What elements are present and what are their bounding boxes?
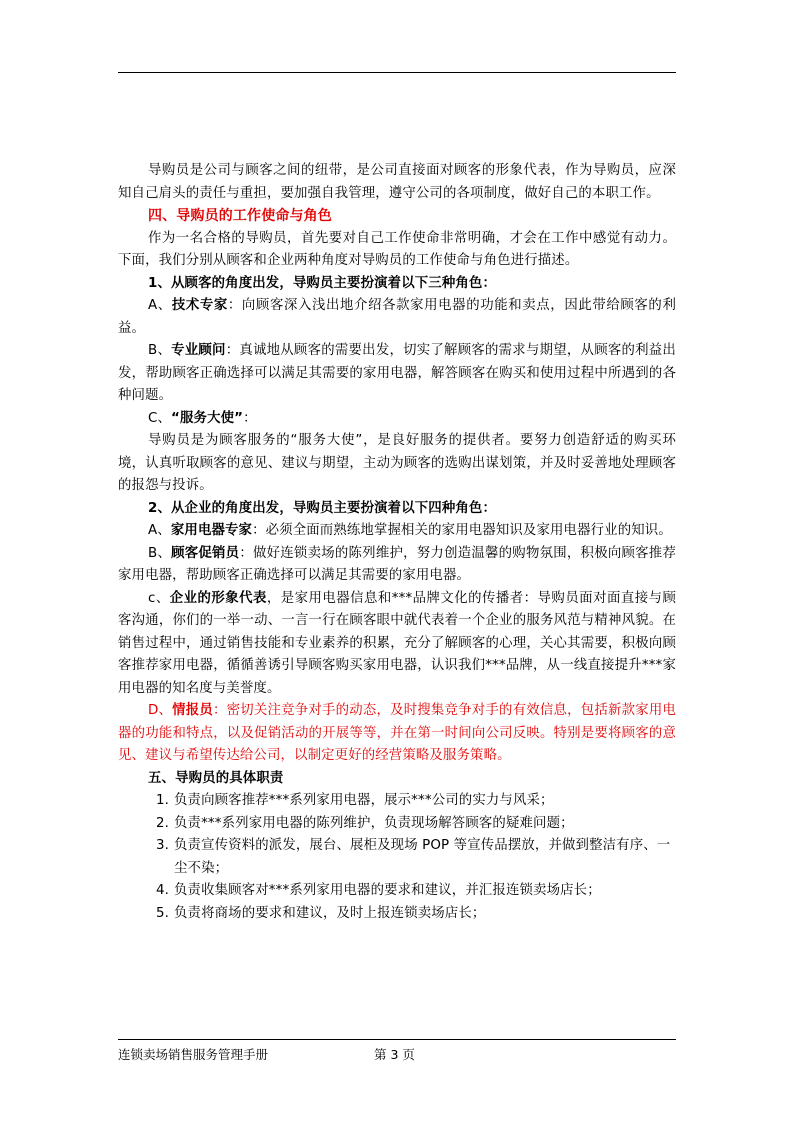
list-text: 负责向顾客推荐***系列家用电器，展示***公司的实力与风采； — [174, 793, 554, 808]
list-item — [118, 880, 676, 903]
role-title: 情报员 — [172, 703, 214, 718]
list-number: 4. — [156, 883, 170, 898]
role-prefix: A、 — [148, 523, 171, 538]
role-title-suffix: ： — [243, 410, 257, 426]
footer-rule — [118, 1039, 676, 1040]
list-text: 负责***系列家用电器的陈列维护，负责现场解答顾客的疑难问题； — [174, 815, 574, 831]
role-title: 家用电器专家 — [170, 523, 253, 538]
section-4-intro: 作为一名合格的导购员，首先要对自己工作使命非常明确，才会在工作中感觉有动力。下面，我们分别从顾客和企业两种角度对导购员的工作使命与角色进行描述。 — [118, 230, 676, 268]
list-item — [118, 903, 676, 926]
customer-roles-heading: 1、从顾客的角度出发，导购员主要扮演着以下三种角色： — [148, 275, 496, 291]
role-service-ambassador-text: 导购员是为顾客服务的“服务大使”，是良好服务的提供者。要努力创造舒适的购买环境，认真听取顾客的意见、建议与期望，主动为顾客的选购出谋划策，并及时妥善地处理顾客的报怨与投诉。 — [118, 433, 676, 493]
role-text: ：向顾客深入浅出地介绍各款家用电器的功能和卖点，因此带给顾客的利益。 — [118, 298, 676, 336]
section-5-heading: 五、导购员的具体职责 — [148, 770, 284, 786]
role-prefix: C、 — [148, 410, 172, 426]
role-text: ：真诚地从顾客的需要出发，切实了解顾客的需求与期望，从顾客的利益出发，帮助顾客正确选择可以满足其需要的家用电器，解答顾客在购买和使用过程中所遇到的各种问题。 — [118, 343, 676, 403]
intro-paragraph: 导购员是公司与顾客之间的纽带，是公司直接面对顾客的形象代表，作为导购员，应深知自己肩头的责任与重担，要加强自我管理，遵守公司的各项制度，做好自己的本职工作。 — [118, 163, 676, 201]
list-number: 1. — [156, 793, 170, 808]
duties-list — [118, 790, 676, 925]
list-item — [118, 790, 676, 813]
footer-title: 连锁卖场销售服务管理手册 — [118, 1047, 269, 1062]
list-number: 3. — [156, 838, 170, 853]
role-professional-advisor — [118, 340, 676, 408]
role-title: “服务大使” — [171, 410, 244, 426]
list-number: 2. — [156, 815, 170, 831]
list-item — [118, 813, 676, 836]
role-intelligence-officer — [118, 700, 676, 768]
role-title: 顾客促销员 — [171, 545, 240, 561]
enterprise-roles-heading: 2、从企业的角度出发，导购员主要扮演着以下四种角色： — [148, 500, 496, 516]
role-appliance-expert — [118, 520, 676, 543]
role-prefix: B、 — [148, 343, 172, 358]
role-service-ambassador-heading — [118, 408, 676, 431]
role-corporate-image — [118, 588, 676, 701]
role-title: 专业顾问 — [171, 343, 226, 358]
list-number: 5. — [156, 905, 170, 921]
list-text: 负责宣传资料的派发，展台、展柜及现场 POP 等宣传品摆放，并做到整洁有序、一尘不染； — [174, 838, 671, 876]
document-body — [118, 160, 676, 925]
role-text: ：密切关注竞争对手的动态，及时搜集竞争对手的有效信息，包括新款家用电器的功能和特点，以及促销活动的开展等等，并在第一时间向公司反映。特别是要将顾客的意见、建议与希望传达给公司，以制定更好的经营策略及服务策略。 — [118, 703, 676, 763]
list-text: 负责将商场的要求和建议，及时上报连锁卖场店长； — [174, 905, 486, 921]
role-customer-promoter — [118, 543, 676, 588]
role-text: ：必须全面而熟练地掌握相关的家用电器知识及家用电器行业的知识。 — [252, 523, 672, 538]
role-title: 企业的形象代表 — [169, 590, 267, 606]
role-technical-expert — [118, 295, 676, 340]
page-number: 第 3 页 — [374, 1047, 415, 1062]
page-footer — [118, 1045, 676, 1061]
role-prefix: A、 — [148, 298, 172, 313]
list-text: 负责收集顾客对***系列家用电器的要求和建议，并汇报连锁卖场店长； — [174, 883, 601, 898]
role-prefix: c、 — [148, 590, 170, 606]
header-rule — [118, 72, 676, 73]
role-prefix: B、 — [148, 545, 172, 561]
role-title: 技术专家 — [171, 298, 228, 313]
section-4-heading: 四、导购员的工作使命与角色 — [148, 208, 332, 224]
role-text: ，是家用电器信息和***品牌文化的传播者：导购员面对面直接与顾客沟通，你们的一举一动、一言一行在顾客眼中就代表着一个企业的服务风范与精神风貌。在销售过程中，通过销售技能和专业素养的积累，充分了解顾客的心理，关心其需要，积极向顾客推荐家用电器，循循善诱引导顾客购买家用电器，认识我们***品牌，从一线直接提升***家用电器的知名度与美誉度。 — [118, 590, 676, 696]
role-prefix: D、 — [148, 703, 173, 718]
list-item — [118, 835, 676, 880]
role-text: ：做好连锁卖场的陈列维护，努力创造温馨的购物氛围，积极向顾客推荐家用电器，帮助顾客正确选择可以满足其需要的家用电器。 — [118, 545, 676, 583]
